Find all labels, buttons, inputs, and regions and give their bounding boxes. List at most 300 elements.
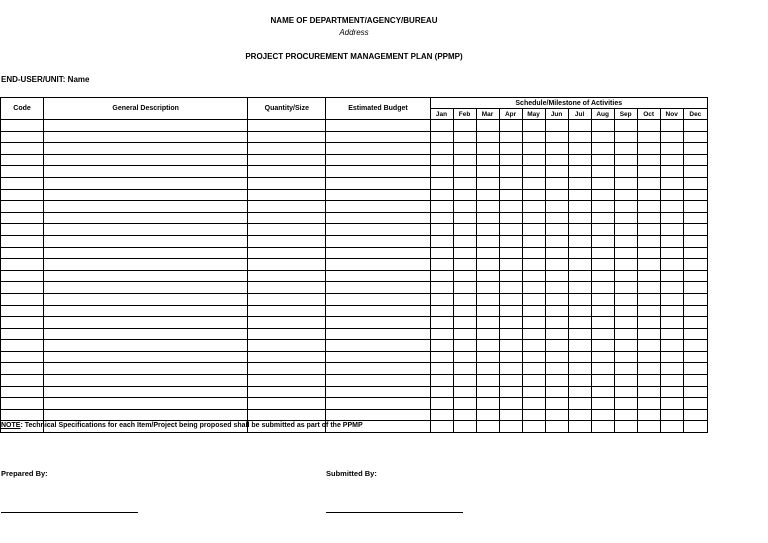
table-cell[interactable] [637, 305, 660, 317]
table-cell[interactable] [591, 259, 614, 271]
table-cell[interactable] [683, 317, 707, 329]
table-cell[interactable] [430, 340, 453, 352]
table-cell[interactable] [430, 270, 453, 282]
table-cell[interactable] [545, 282, 568, 294]
table-cell[interactable] [637, 340, 660, 352]
table-cell[interactable] [1, 282, 44, 294]
table-cell[interactable] [614, 340, 637, 352]
table-cell[interactable] [430, 305, 453, 317]
table-cell[interactable] [637, 201, 660, 213]
table-cell[interactable] [614, 421, 637, 433]
table-cell[interactable] [44, 235, 248, 247]
table-cell[interactable] [326, 270, 430, 282]
table-cell[interactable] [545, 120, 568, 132]
table-cell[interactable] [476, 120, 499, 132]
table-cell[interactable] [545, 166, 568, 178]
table-cell[interactable] [660, 247, 683, 259]
table-cell[interactable] [326, 131, 430, 143]
table-cell[interactable] [522, 351, 545, 363]
table-cell[interactable] [499, 375, 522, 387]
table-cell[interactable] [614, 305, 637, 317]
table-cell[interactable] [637, 375, 660, 387]
table-cell[interactable] [476, 189, 499, 201]
table-cell[interactable] [1, 293, 44, 305]
table-cell[interactable] [476, 154, 499, 166]
table-cell[interactable] [683, 131, 707, 143]
table-cell[interactable] [568, 154, 591, 166]
table-cell[interactable] [248, 317, 326, 329]
table-cell[interactable] [568, 398, 591, 410]
table-cell[interactable] [545, 340, 568, 352]
table-cell[interactable] [637, 189, 660, 201]
table-cell[interactable] [568, 120, 591, 132]
table-cell[interactable] [44, 212, 248, 224]
table-cell[interactable] [44, 351, 248, 363]
table-cell[interactable] [568, 317, 591, 329]
table-cell[interactable] [660, 270, 683, 282]
table-cell[interactable] [430, 131, 453, 143]
table-cell[interactable] [522, 282, 545, 294]
table-cell[interactable] [614, 282, 637, 294]
table-cell[interactable] [591, 421, 614, 433]
table-cell[interactable] [326, 177, 430, 189]
table-cell[interactable] [545, 189, 568, 201]
table-cell[interactable] [453, 154, 476, 166]
table-cell[interactable] [545, 224, 568, 236]
table-cell[interactable] [499, 177, 522, 189]
table-cell[interactable] [614, 143, 637, 155]
table-cell[interactable] [453, 282, 476, 294]
table-cell[interactable] [453, 235, 476, 247]
table-cell[interactable] [499, 409, 522, 421]
table-cell[interactable] [453, 398, 476, 410]
table-cell[interactable] [453, 177, 476, 189]
table-cell[interactable] [248, 270, 326, 282]
table-cell[interactable] [326, 340, 430, 352]
table-cell[interactable] [248, 398, 326, 410]
table-cell[interactable] [476, 143, 499, 155]
table-cell[interactable] [568, 143, 591, 155]
table-cell[interactable] [499, 247, 522, 259]
table-cell[interactable] [660, 282, 683, 294]
table-cell[interactable] [683, 177, 707, 189]
table-cell[interactable] [568, 166, 591, 178]
table-cell[interactable] [522, 189, 545, 201]
table-cell[interactable] [591, 328, 614, 340]
table-cell[interactable] [591, 201, 614, 213]
table-cell[interactable] [545, 201, 568, 213]
table-cell[interactable] [568, 409, 591, 421]
table-cell[interactable] [453, 375, 476, 387]
table-cell[interactable] [591, 189, 614, 201]
table-cell[interactable] [430, 212, 453, 224]
table-cell[interactable] [476, 166, 499, 178]
table-cell[interactable] [476, 409, 499, 421]
table-cell[interactable] [326, 224, 430, 236]
table-cell[interactable] [683, 398, 707, 410]
table-cell[interactable] [248, 224, 326, 236]
table-cell[interactable] [499, 305, 522, 317]
table-cell[interactable] [637, 154, 660, 166]
table-cell[interactable] [614, 235, 637, 247]
table-cell[interactable] [476, 224, 499, 236]
table-cell[interactable] [522, 375, 545, 387]
table-cell[interactable] [660, 259, 683, 271]
table-cell[interactable] [476, 305, 499, 317]
table-cell[interactable] [614, 120, 637, 132]
table-cell[interactable] [430, 375, 453, 387]
table-cell[interactable] [637, 212, 660, 224]
table-cell[interactable] [522, 120, 545, 132]
table-cell[interactable] [326, 398, 430, 410]
table-cell[interactable] [522, 247, 545, 259]
table-cell[interactable] [476, 293, 499, 305]
table-cell[interactable] [453, 259, 476, 271]
table-cell[interactable] [44, 201, 248, 213]
table-cell[interactable] [660, 212, 683, 224]
table-cell[interactable] [248, 189, 326, 201]
table-cell[interactable] [1, 154, 44, 166]
table-cell[interactable] [430, 421, 453, 433]
table-cell[interactable] [453, 351, 476, 363]
table-cell[interactable] [476, 131, 499, 143]
table-cell[interactable] [248, 386, 326, 398]
table-cell[interactable] [683, 166, 707, 178]
table-cell[interactable] [476, 398, 499, 410]
table-cell[interactable] [614, 224, 637, 236]
table-cell[interactable] [591, 409, 614, 421]
table-cell[interactable] [453, 328, 476, 340]
table-cell[interactable] [1, 398, 44, 410]
table-cell[interactable] [545, 386, 568, 398]
table-cell[interactable] [683, 224, 707, 236]
table-cell[interactable] [637, 131, 660, 143]
table-cell[interactable] [248, 305, 326, 317]
table-cell[interactable] [326, 293, 430, 305]
table-cell[interactable] [637, 293, 660, 305]
table-cell[interactable] [591, 120, 614, 132]
table-cell[interactable] [660, 305, 683, 317]
table-cell[interactable] [568, 375, 591, 387]
table-cell[interactable] [522, 224, 545, 236]
table-cell[interactable] [44, 143, 248, 155]
table-cell[interactable] [499, 328, 522, 340]
table-cell[interactable] [660, 120, 683, 132]
table-cell[interactable] [248, 131, 326, 143]
table-cell[interactable] [248, 293, 326, 305]
table-cell[interactable] [1, 409, 44, 421]
table-cell[interactable] [248, 235, 326, 247]
table-cell[interactable] [545, 398, 568, 410]
table-cell[interactable] [326, 375, 430, 387]
table-cell[interactable] [683, 201, 707, 213]
table-cell[interactable] [248, 363, 326, 375]
table-cell[interactable] [637, 224, 660, 236]
table-cell[interactable] [614, 363, 637, 375]
table-cell[interactable] [637, 317, 660, 329]
table-cell[interactable] [591, 363, 614, 375]
table-cell[interactable] [522, 270, 545, 282]
table-cell[interactable] [430, 363, 453, 375]
table-cell[interactable] [44, 259, 248, 271]
table-cell[interactable] [614, 328, 637, 340]
table-cell[interactable] [522, 409, 545, 421]
table-cell[interactable] [453, 224, 476, 236]
table-cell[interactable] [522, 259, 545, 271]
table-cell[interactable] [591, 143, 614, 155]
table-cell[interactable] [568, 212, 591, 224]
table-cell[interactable] [614, 131, 637, 143]
table-cell[interactable] [637, 363, 660, 375]
table-cell[interactable] [1, 120, 44, 132]
table-cell[interactable] [453, 409, 476, 421]
table-cell[interactable] [1, 189, 44, 201]
table-cell[interactable] [568, 259, 591, 271]
table-cell[interactable] [499, 143, 522, 155]
table-cell[interactable] [453, 317, 476, 329]
table-cell[interactable] [476, 235, 499, 247]
table-cell[interactable] [1, 270, 44, 282]
table-cell[interactable] [568, 247, 591, 259]
table-cell[interactable] [522, 421, 545, 433]
table-cell[interactable] [248, 201, 326, 213]
table-cell[interactable] [499, 259, 522, 271]
table-cell[interactable] [568, 386, 591, 398]
table-cell[interactable] [660, 131, 683, 143]
table-cell[interactable] [568, 201, 591, 213]
table-cell[interactable] [248, 154, 326, 166]
table-cell[interactable] [476, 282, 499, 294]
table-cell[interactable] [683, 386, 707, 398]
table-cell[interactable] [614, 247, 637, 259]
table-cell[interactable] [545, 351, 568, 363]
table-cell[interactable] [499, 131, 522, 143]
table-cell[interactable] [430, 247, 453, 259]
table-cell[interactable] [568, 270, 591, 282]
table-cell[interactable] [476, 177, 499, 189]
table-cell[interactable] [1, 328, 44, 340]
table-cell[interactable] [453, 340, 476, 352]
table-cell[interactable] [430, 143, 453, 155]
table-cell[interactable] [476, 363, 499, 375]
table-cell[interactable] [430, 293, 453, 305]
table-cell[interactable] [568, 189, 591, 201]
table-cell[interactable] [326, 305, 430, 317]
table-cell[interactable] [44, 120, 248, 132]
table-cell[interactable] [637, 120, 660, 132]
table-cell[interactable] [476, 201, 499, 213]
table-cell[interactable] [522, 363, 545, 375]
table-cell[interactable] [476, 421, 499, 433]
table-cell[interactable] [637, 351, 660, 363]
table-cell[interactable] [1, 375, 44, 387]
table-cell[interactable] [637, 398, 660, 410]
table-cell[interactable] [44, 166, 248, 178]
table-cell[interactable] [568, 235, 591, 247]
table-cell[interactable] [660, 386, 683, 398]
table-cell[interactable] [476, 212, 499, 224]
table-cell[interactable] [1, 201, 44, 213]
table-cell[interactable] [545, 143, 568, 155]
table-cell[interactable] [683, 247, 707, 259]
table-cell[interactable] [614, 212, 637, 224]
table-cell[interactable] [44, 270, 248, 282]
table-cell[interactable] [326, 409, 430, 421]
table-cell[interactable] [453, 293, 476, 305]
table-cell[interactable] [522, 235, 545, 247]
table-cell[interactable] [660, 235, 683, 247]
table-cell[interactable] [522, 328, 545, 340]
table-cell[interactable] [522, 212, 545, 224]
table-cell[interactable] [660, 363, 683, 375]
table-cell[interactable] [326, 328, 430, 340]
table-cell[interactable] [499, 386, 522, 398]
table-cell[interactable] [499, 282, 522, 294]
table-cell[interactable] [637, 177, 660, 189]
table-cell[interactable] [499, 154, 522, 166]
table-cell[interactable] [545, 131, 568, 143]
table-cell[interactable] [453, 305, 476, 317]
table-cell[interactable] [44, 247, 248, 259]
table-cell[interactable] [637, 143, 660, 155]
table-cell[interactable] [326, 201, 430, 213]
table-cell[interactable] [430, 224, 453, 236]
table-cell[interactable] [248, 247, 326, 259]
table-cell[interactable] [660, 351, 683, 363]
table-cell[interactable] [591, 177, 614, 189]
table-cell[interactable] [522, 386, 545, 398]
table-cell[interactable] [430, 201, 453, 213]
table-cell[interactable] [1, 305, 44, 317]
table-cell[interactable] [248, 351, 326, 363]
table-cell[interactable] [591, 235, 614, 247]
table-cell[interactable] [499, 235, 522, 247]
table-cell[interactable] [614, 166, 637, 178]
table-cell[interactable] [660, 375, 683, 387]
table-cell[interactable] [44, 386, 248, 398]
table-cell[interactable] [1, 212, 44, 224]
table-cell[interactable] [44, 317, 248, 329]
table-cell[interactable] [591, 317, 614, 329]
table-cell[interactable] [1, 340, 44, 352]
table-cell[interactable] [660, 293, 683, 305]
table-cell[interactable] [660, 166, 683, 178]
table-cell[interactable] [476, 340, 499, 352]
table-cell[interactable] [683, 328, 707, 340]
table-cell[interactable] [522, 131, 545, 143]
table-cell[interactable] [683, 293, 707, 305]
table-cell[interactable] [44, 189, 248, 201]
table-cell[interactable] [44, 154, 248, 166]
table-cell[interactable] [545, 247, 568, 259]
table-cell[interactable] [248, 340, 326, 352]
table-cell[interactable] [568, 293, 591, 305]
table-cell[interactable] [614, 201, 637, 213]
table-cell[interactable] [248, 259, 326, 271]
table-cell[interactable] [545, 270, 568, 282]
table-cell[interactable] [430, 154, 453, 166]
table-cell[interactable] [326, 166, 430, 178]
table-cell[interactable] [660, 201, 683, 213]
table-cell[interactable] [499, 398, 522, 410]
table-cell[interactable] [44, 305, 248, 317]
table-cell[interactable] [614, 154, 637, 166]
table-cell[interactable] [430, 351, 453, 363]
table-cell[interactable] [248, 177, 326, 189]
table-cell[interactable] [545, 305, 568, 317]
table-cell[interactable] [545, 317, 568, 329]
table-cell[interactable] [1, 317, 44, 329]
table-cell[interactable] [1, 351, 44, 363]
table-cell[interactable] [545, 328, 568, 340]
table-cell[interactable] [568, 421, 591, 433]
table-cell[interactable] [568, 282, 591, 294]
table-cell[interactable] [683, 409, 707, 421]
table-cell[interactable] [1, 143, 44, 155]
table-cell[interactable] [591, 340, 614, 352]
table-cell[interactable] [453, 247, 476, 259]
table-cell[interactable] [326, 351, 430, 363]
table-cell[interactable] [591, 282, 614, 294]
table-cell[interactable] [430, 166, 453, 178]
table-cell[interactable] [660, 143, 683, 155]
table-cell[interactable] [637, 409, 660, 421]
table-cell[interactable] [683, 212, 707, 224]
table-cell[interactable] [1, 259, 44, 271]
table-cell[interactable] [326, 317, 430, 329]
table-cell[interactable] [568, 363, 591, 375]
table-cell[interactable] [683, 305, 707, 317]
table-cell[interactable] [248, 120, 326, 132]
table-cell[interactable] [430, 317, 453, 329]
table-cell[interactable] [44, 282, 248, 294]
table-cell[interactable] [522, 317, 545, 329]
table-cell[interactable] [248, 328, 326, 340]
table-cell[interactable] [591, 224, 614, 236]
table-cell[interactable] [637, 282, 660, 294]
table-cell[interactable] [568, 340, 591, 352]
table-cell[interactable] [683, 259, 707, 271]
table-cell[interactable] [430, 386, 453, 398]
table-cell[interactable] [248, 282, 326, 294]
table-cell[interactable] [1, 166, 44, 178]
table-cell[interactable] [637, 328, 660, 340]
table-cell[interactable] [545, 177, 568, 189]
table-cell[interactable] [614, 293, 637, 305]
table-cell[interactable] [1, 131, 44, 143]
table-cell[interactable] [660, 409, 683, 421]
table-cell[interactable] [591, 386, 614, 398]
table-cell[interactable] [614, 409, 637, 421]
table-cell[interactable] [44, 328, 248, 340]
table-cell[interactable] [44, 398, 248, 410]
table-cell[interactable] [614, 259, 637, 271]
table-cell[interactable] [591, 293, 614, 305]
table-cell[interactable] [683, 270, 707, 282]
table-cell[interactable] [637, 386, 660, 398]
table-cell[interactable] [499, 340, 522, 352]
table-cell[interactable] [1, 363, 44, 375]
table-cell[interactable] [430, 398, 453, 410]
table-cell[interactable] [248, 166, 326, 178]
table-cell[interactable] [1, 386, 44, 398]
table-cell[interactable] [660, 177, 683, 189]
table-cell[interactable] [545, 363, 568, 375]
table-cell[interactable] [660, 317, 683, 329]
table-cell[interactable] [660, 340, 683, 352]
table-cell[interactable] [637, 166, 660, 178]
table-cell[interactable] [591, 305, 614, 317]
